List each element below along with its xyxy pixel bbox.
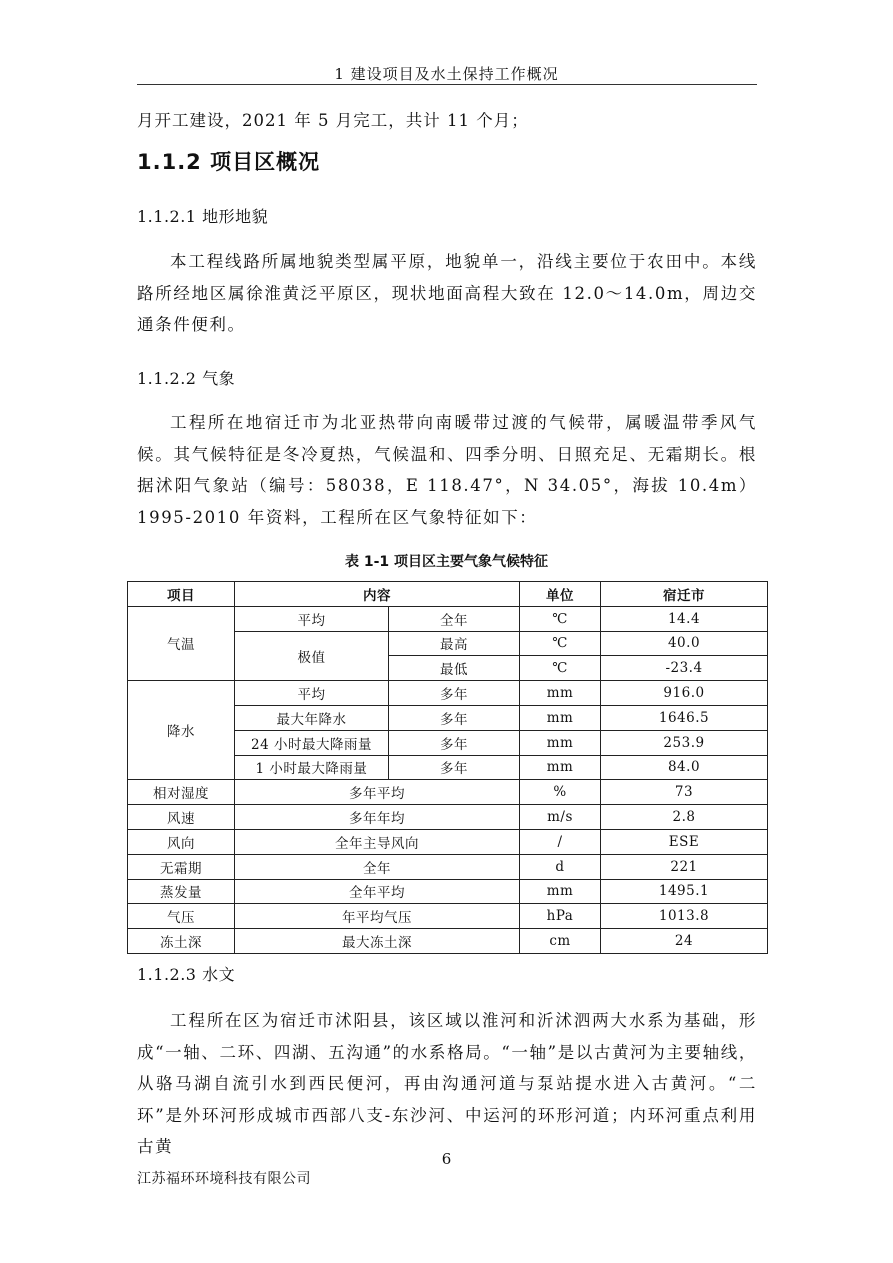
table-row xyxy=(128,805,768,830)
row-value: 14.4 xyxy=(601,606,768,631)
table-row xyxy=(128,606,768,631)
row-unit: hPa xyxy=(520,904,601,929)
row-group: 无霜期 xyxy=(128,854,235,879)
page-number: 6 xyxy=(441,1150,452,1168)
row-period: 多年 xyxy=(389,755,520,780)
climate-paragraph: 工程所在地宿迁市为北亚热带向南暖带过渡的气候带，属暖温带季风气候。其气候特征是冬冷夏热，气候温和、四季分明、日照充足、无霜期长。根据沭阳气象站（编号：58038，E 118.47°，N 34.05°，海拔 10.4m）1995-2010 年资料，工程所在区气象特征如下： xyxy=(137,413,757,527)
table-row xyxy=(128,780,768,805)
table-row xyxy=(128,681,768,706)
row-value: 73 xyxy=(601,780,768,805)
row-group: 气温 xyxy=(128,606,235,680)
row-value: 84.0 xyxy=(601,755,768,780)
table-row xyxy=(128,929,768,954)
row-content: 全年主导风向 xyxy=(235,829,520,854)
row-content: 全年平均 xyxy=(235,879,520,904)
row-unit: ℃ xyxy=(520,656,601,681)
row-unit: m/s xyxy=(520,805,601,830)
row-group: 降水 xyxy=(128,681,235,780)
row-period: 全年 xyxy=(389,606,520,631)
page-header: 1 建设项目及水土保持工作概况 xyxy=(334,65,559,83)
row-content: 多年平均 xyxy=(235,780,520,805)
row-subitem: 平均 xyxy=(235,606,389,631)
row-subitem: 最大年降水 xyxy=(235,705,389,730)
terrain-paragraph: 本工程线路所属地貌类型属平原，地貌单一，沿线主要位于农田中。本线路所经地区属徐淮黄泛平原区，现状地面高程大致在 12.0～14.0m，周边交通条件便利。 xyxy=(137,252,757,334)
row-unit: cm xyxy=(520,929,601,954)
row-unit: ℃ xyxy=(520,631,601,656)
footer-company: 江苏福环环境科技有限公司 xyxy=(137,1171,311,1187)
table-row xyxy=(128,829,768,854)
row-value: 253.9 xyxy=(601,730,768,755)
hydrology-heading: 1.1.2.3 水文 xyxy=(137,965,236,984)
row-value: 2.8 xyxy=(601,805,768,830)
row-content: 全年 xyxy=(235,854,520,879)
row-value: 24 xyxy=(601,929,768,954)
row-group: 冻土深 xyxy=(128,929,235,954)
row-subitem: 平均 xyxy=(235,681,389,706)
table-caption: 表 1-1 项目区主要气象气候特征 xyxy=(344,554,549,570)
row-subitem: 1 小时最大降雨量 xyxy=(235,755,389,780)
row-value: 1013.8 xyxy=(601,904,768,929)
row-unit: mm xyxy=(520,879,601,904)
row-content: 多年年均 xyxy=(235,805,520,830)
row-subitem: 极值 xyxy=(235,631,389,681)
header-item: 项目 xyxy=(128,582,235,607)
row-value: 1495.1 xyxy=(601,879,768,904)
section-heading: 1.1.2 项目区概况 xyxy=(137,150,321,174)
terrain-heading: 1.1.2.1 地形地貌 xyxy=(137,207,269,226)
row-group: 风速 xyxy=(128,805,235,830)
row-unit: % xyxy=(520,780,601,805)
header-divider xyxy=(137,84,757,85)
row-unit: / xyxy=(520,829,601,854)
row-period: 最低 xyxy=(389,656,520,681)
row-value: 1646.5 xyxy=(601,705,768,730)
row-value: 40.0 xyxy=(601,631,768,656)
row-value: 221 xyxy=(601,854,768,879)
table-row xyxy=(128,879,768,904)
row-period: 多年 xyxy=(389,730,520,755)
row-period: 多年 xyxy=(389,705,520,730)
row-unit: mm xyxy=(520,755,601,780)
row-unit: mm xyxy=(520,705,601,730)
table-row xyxy=(128,854,768,879)
row-subitem: 24 小时最大降雨量 xyxy=(235,730,389,755)
header-content: 内容 xyxy=(235,582,520,607)
row-unit: mm xyxy=(520,730,601,755)
row-period: 多年 xyxy=(389,681,520,706)
hydrology-paragraph: 工程所在区为宿迁市沭阳县，该区域以淮河和沂沭泗两大水系为基础，形成“一轴、二环、四湖、五沟通”的水系格局。“一轴”是以古黄河为主要轴线，从骆马湖自流引水到西民便河，再由沟通河道与泵站提水进入古黄河。“二环”是外环河形成城市西部八支-东沙河、中运河的环形河道；内环河重点利用古黄 xyxy=(137,1011,757,1156)
row-group: 相对湿度 xyxy=(128,780,235,805)
intro-line: 月开工建设，2021 年 5 月完工，共计 11 个月； xyxy=(137,111,529,130)
header-value: 宿迁市 xyxy=(601,582,768,607)
row-unit: ℃ xyxy=(520,606,601,631)
row-content: 年平均气压 xyxy=(235,904,520,929)
row-value: ESE xyxy=(601,829,768,854)
row-group: 风向 xyxy=(128,829,235,854)
row-unit: d xyxy=(520,854,601,879)
row-group: 蒸发量 xyxy=(128,879,235,904)
row-group: 气压 xyxy=(128,904,235,929)
row-value: 916.0 xyxy=(601,681,768,706)
climate-heading: 1.1.2.2 气象 xyxy=(137,369,236,388)
table-row xyxy=(128,904,768,929)
header-unit: 单位 xyxy=(520,582,601,607)
table-header-row xyxy=(128,582,768,607)
row-value: -23.4 xyxy=(601,656,768,681)
row-period: 最高 xyxy=(389,631,520,656)
row-unit: mm xyxy=(520,681,601,706)
row-content: 最大冻土深 xyxy=(235,929,520,954)
climate-table xyxy=(127,581,768,954)
